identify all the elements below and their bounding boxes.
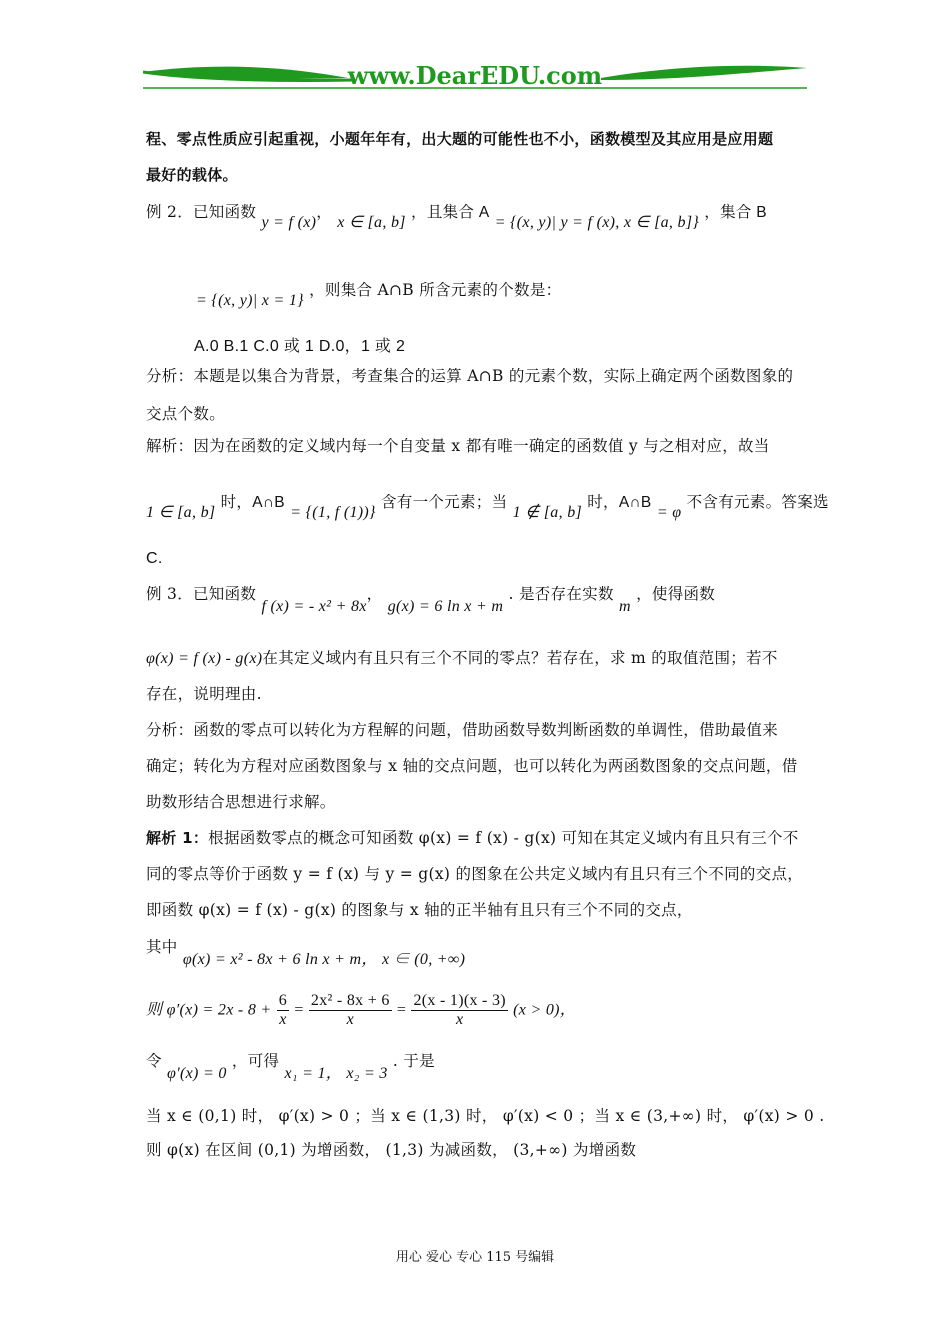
text: 在其定义域内有且只有三个不同的零点？若存在，求 m 的取值范围；若不 bbox=[262, 649, 778, 667]
text: 例 2．已知函数 bbox=[146, 203, 257, 221]
fraction bbox=[277, 992, 289, 1029]
math: (x > 0)， bbox=[513, 1001, 577, 1019]
solution-label: 解析 1： bbox=[146, 829, 209, 847]
solution-1-line: 即函数 φ(x) = f (x) - g(x) 的图象与 x 轴的正半轴有且只有三个不同的交点， bbox=[146, 901, 693, 919]
analysis-line: 分析：本题是以集合为背景，考查集合的运算 A∩B 的元素个数，实际上确定两个函数图象的 bbox=[146, 367, 794, 385]
math: y = f (x) bbox=[261, 214, 317, 231]
solution-1-line: 同的零点等价于函数 y = f (x) 与 y = g(x) 的图象在公共定义域内有且只有三个不同的交点， bbox=[146, 865, 804, 883]
denominator: x bbox=[346, 1011, 354, 1028]
analysis-line: 分析：函数的零点可以转化为方程解的问题，借助函数导数判断函数的单调性，借助最值来 bbox=[146, 721, 779, 739]
analysis-line: 助数形结合思想进行求解。 bbox=[146, 793, 336, 811]
math: f (x) = - x² + 8x bbox=[261, 598, 367, 615]
site-logo-text: www.DearEDU.com bbox=[347, 61, 603, 90]
analysis-line: 确定；转化为方程对应函数图象与 x 轴的交点问题，也可以转化为两函数图象的交点问题，借 bbox=[146, 757, 798, 775]
text: 时，A∩B bbox=[587, 494, 652, 511]
text: 其中 bbox=[146, 938, 178, 956]
text: ，集合 B bbox=[704, 204, 767, 221]
answer-options: A.0 B.1 C.0 或 1 D.0，1 或 2 bbox=[194, 338, 406, 355]
text: 时，A∩B bbox=[220, 494, 285, 511]
numerator: 2(x - 1)(x - 3) bbox=[413, 992, 506, 1009]
text: 不含有元素。答案选 bbox=[686, 493, 829, 511]
example-2-line: 例 2．已知函数 y = f (x)， x ∈ [a, b] ，且集合 A = {(x, y)| y = f (x), x ∈ [a, b]} ，集合 B bbox=[146, 203, 767, 231]
text: 例 3．已知函数 bbox=[146, 585, 257, 603]
math: = {(1, f (1))} bbox=[290, 504, 376, 521]
math: φ′(x) = 0 bbox=[167, 1065, 227, 1082]
math: 则 φ′(x) = 2x - 8 + bbox=[146, 1001, 272, 1019]
fraction bbox=[411, 992, 507, 1029]
solution-answer: C. bbox=[146, 550, 163, 567]
text: ，则集合 A∩B 所含元素的个数是： bbox=[309, 281, 562, 299]
math: φ(x) = x² - 8x + 6 ln x + m， x ∈ (0, +∞) bbox=[182, 951, 466, 968]
fraction bbox=[309, 992, 392, 1029]
math: φ(x) = f (x) - g(x) bbox=[146, 650, 263, 667]
math: = φ bbox=[656, 504, 682, 521]
math: x₁ = 1， x₂ = 3 bbox=[284, 1065, 388, 1082]
text: 令 bbox=[146, 1052, 162, 1070]
math: 1 ∈ [a, b] bbox=[146, 504, 216, 521]
denominator: x bbox=[279, 1011, 287, 1028]
math: x ∈ [a, b] bbox=[337, 214, 406, 231]
text: 含有一个元素；当 bbox=[380, 493, 508, 511]
solution-1-line bbox=[146, 826, 804, 848]
numerator: 6 bbox=[278, 992, 288, 1009]
para-line: 最好的载体。 bbox=[146, 166, 238, 184]
math: 1 ∉ [a, b] bbox=[512, 504, 583, 521]
text: 根据函数零点的概念可知函数 φ(x) = f (x) - g(x) 可知在其定义域内有且只有三个不 bbox=[208, 829, 799, 847]
example-3-line: 例 3．已知函数 f (x) = - x² + 8x， g(x) = 6 ln x + m . 是否存在实数 m ，使得函数 bbox=[146, 585, 716, 615]
text: . 于是 bbox=[392, 1052, 435, 1070]
math: = {(x, y)| y = f (x), x ∈ [a, b]} bbox=[494, 214, 700, 231]
math: m bbox=[619, 598, 631, 615]
solution-line: 解析：因为在函数的定义域内每一个自变量 x 都有唯一确定的函数值 y 与之相对应，故当 bbox=[146, 437, 770, 455]
monotonic-line: 则 φ(x) 在区间 (0,1) 为增函数， (1,3) 为减函数， (3,+∞) 为增函数 bbox=[146, 1141, 637, 1159]
text: . 是否存在实数 bbox=[508, 585, 614, 603]
solution-1-line bbox=[146, 934, 804, 968]
page-footer: 用心 爱心 专心 115 号编辑 bbox=[395, 1250, 555, 1265]
analysis-line: 交点个数。 bbox=[146, 405, 226, 423]
example-3-line bbox=[146, 646, 804, 668]
swoosh-logo-icon bbox=[143, 58, 807, 94]
math: g(x) = 6 ln x + m bbox=[387, 598, 504, 615]
monotonic-line: 当 x ∈ (0,1) 时， φ′(x) > 0 ；当 x ∈ (1,3) 时， φ′(x) < 0 ；当 x ∈ (3,+∞) 时， φ′(x) > 0 . bbox=[146, 1107, 825, 1125]
denominator: x bbox=[455, 1011, 464, 1028]
math: = {(x, y)| x = 1} bbox=[196, 292, 304, 309]
para-line: 程、零点性质应引起重视，小题年年有，出大题的可能性也不小，函数模型及其应用是应用题 bbox=[146, 130, 774, 148]
text: ，使得函数 bbox=[636, 585, 716, 603]
derivative-line: 则 φ′(x) = 2x - 8 + $\frac{6}{x}$ = $\frac{\text{2x² - 8x + 6}}{x}$ = $\frac{2(x - 1)(x - 3)}{x}$ (x > 0)， bbox=[146, 992, 577, 1028]
text: ，且集合 A bbox=[411, 204, 490, 221]
header-banner bbox=[143, 58, 807, 94]
numerator: 2x² - 8x + 6 bbox=[310, 992, 390, 1009]
example-3-line: 存在，说明理由. bbox=[146, 685, 262, 703]
set-b-line bbox=[196, 278, 804, 309]
zero-line bbox=[146, 1048, 804, 1082]
text: ，可得 bbox=[231, 1052, 280, 1070]
solution-line bbox=[146, 490, 829, 521]
